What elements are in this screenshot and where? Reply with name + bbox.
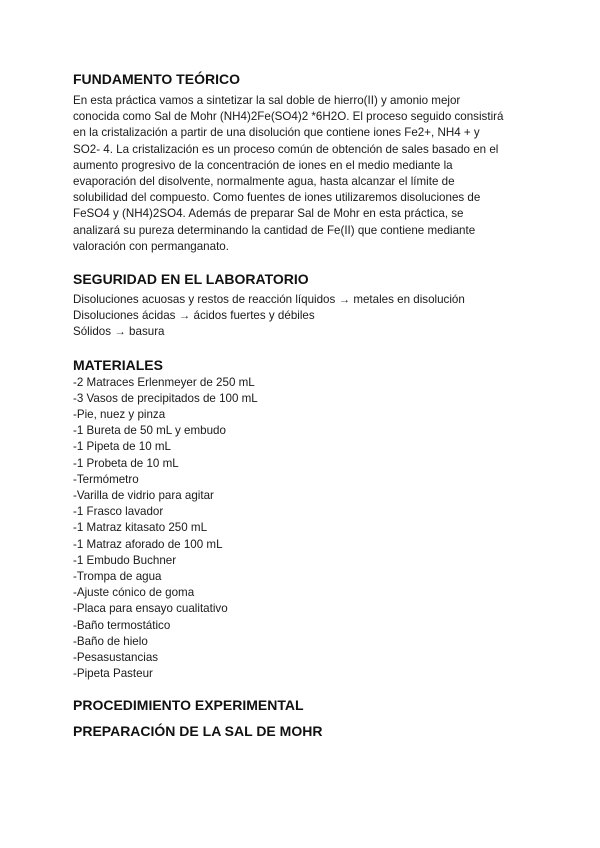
document-content: [73, 69, 533, 741]
list-item: -Pesasustancias: [73, 651, 159, 665]
heading-seguridad: SEGURIDAD EN EL LABORATORIO: [73, 271, 309, 288]
list-item: -Baño de hielo: [73, 634, 148, 648]
heading-procedimiento: PROCEDIMIENTO EXPERIMENTAL: [73, 696, 304, 713]
section-preparacion: [73, 721, 533, 741]
list-item: Sólidos → basura: [73, 325, 165, 339]
list-item: -1 Frasco lavador: [73, 505, 164, 519]
list-item: -1 Matraz aforado de 100 mL: [73, 537, 223, 551]
list-item: -Pipeta Pasteur: [73, 667, 153, 681]
list-item: -1 Pipeta de 10 mL: [73, 440, 171, 454]
list-item: Disoluciones acuosas y restos de reacción líquidos → metales en disolución: [73, 293, 465, 307]
list-item: -1 Probeta de 10 mL: [73, 456, 179, 470]
text-line: conocida como Sal de Mohr (NH4)2Fe(SO4)2 *6H2O. El proceso seguido consistirá: [73, 110, 504, 124]
text-line: solubilidad del compuesto. Como fuentes de iones utilizaremos disoluciones de: [73, 191, 481, 205]
list-item: -Pie, nuez y pinza: [73, 408, 166, 422]
text-line: SO2- 4. La cristalización es un proceso común de obtención de sales basado en el: [73, 142, 499, 156]
text-line: aumento progresivo de la concentración de iones en el medio mediante la: [73, 158, 453, 172]
list-item: -Trompa de agua: [73, 570, 162, 584]
text-line: En esta práctica vamos a sintetizar la sal doble de hierro(II) y amonio mejor: [73, 94, 461, 107]
materiales-list: [73, 375, 533, 683]
list-item: -1 Bureta de 50 mL y embudo: [73, 424, 226, 438]
text-line: analizará su pureza determinando la cantidad de Fe(II) que contiene mediante: [73, 223, 476, 237]
heading-materiales: MATERIALES: [73, 356, 163, 373]
section-procedimiento: [73, 695, 533, 715]
paragraph-fundamento: [73, 93, 533, 255]
section-materiales: [73, 355, 533, 683]
heading-fundamento: FUNDAMENTO TEÓRICO: [73, 71, 240, 87]
text-line: evaporación del disolvente, normalmente agua, hasta alcanzar el límite de: [73, 175, 455, 189]
text-line: FeSO4 y (NH4)2SO4. Además de preparar Sal de Mohr en esta práctica, se: [73, 207, 464, 221]
list-item: -1 Embudo Buchner: [73, 553, 177, 567]
section-seguridad: [73, 269, 533, 341]
heading-preparacion: PREPARACIÓN DE LA SAL DE MOHR: [73, 722, 323, 739]
list-item: -2 Matraces Erlenmeyer de 250 mL: [73, 375, 255, 389]
list-item: -Baño termostático: [73, 618, 171, 632]
section-fundamento: [73, 69, 533, 255]
list-item: -3 Vasos de precipitados de 100 mL: [73, 391, 258, 405]
list-item: -1 Matraz kitasato 250 mL: [73, 521, 208, 535]
list-item: Disoluciones ácidas → ácidos fuertes y débiles: [73, 309, 315, 323]
list-item: -Termómetro: [73, 472, 139, 486]
list-item: -Varilla de vidrio para agitar: [73, 489, 214, 503]
list-item: -Placa para ensayo cualitativo: [73, 602, 228, 616]
text-line: valoración con permanganato.: [73, 239, 229, 253]
list-item: -Ajuste cónico de goma: [73, 586, 195, 600]
seguridad-list: [73, 292, 533, 341]
text-line: en la cristalización a partir de una disolución que contiene iones Fe2+, NH4 + y: [73, 126, 480, 140]
